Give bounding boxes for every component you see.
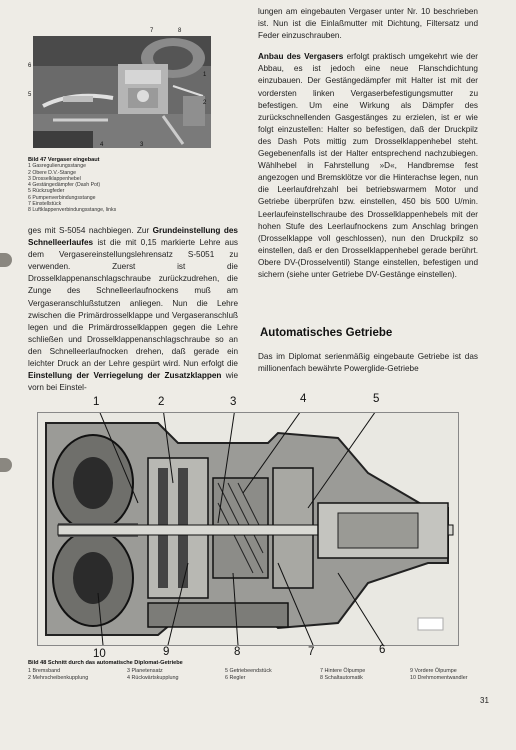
drawing-legend-col xyxy=(320,668,365,681)
carburetor-photo xyxy=(33,36,211,148)
photo-label-2: 2 xyxy=(203,100,207,106)
photo-caption-item: 5 Rückzugfeder xyxy=(28,188,65,195)
legend-item: 4 Rückwärtskupplung xyxy=(127,674,179,681)
right-paragraph-anbau xyxy=(258,51,478,281)
legend-item: 9 Vordere Ölpumpe xyxy=(410,668,457,674)
drawing-legend-col xyxy=(127,668,179,681)
transmission-cross-section xyxy=(37,412,459,646)
legend-item: 5 Getriebeendstück xyxy=(225,668,272,674)
left-text-bold: Grundeinstellung des Schnelleerlaufes xyxy=(28,226,238,248)
drawing-number: 3 xyxy=(230,396,237,408)
legend-item: 7 Hintere Ölpumpe xyxy=(320,668,366,674)
legend-item: 10 Drehmomentwandler xyxy=(410,674,468,681)
right-text-segment: erfolgt praktisch umgekehrt wie der Abbau, es ist jedoch eine neue Flanschdichtung einzubauen. Der Gestängedämpfer mit Halter ist mit der vordersten linken Vergaserbefestigungsmutter zu befestigen. Um eine Wirkung als Dämpfer des zurückschnellenden Gasgestänges zu erzielen, ist er wie folgt einzustellen: Halter so befestigen, daß der Druckpilz des Dash Pots mittig zum Drosselklappenhebel steht. Gegebenenfalls ist der Halter entsprechend nachzubiegen. Wählhebel in Fahrstellung »D«, Handbremse fest angezogen und Bremsklötze vor die Hinterachse legen, nun die Leerlaufdrehzahl bei betriebswarmem Motor und Getriebe überprüfen bzw. einstellen, 450 bis 500 U/min. Leerlaufeinstellschraube des Drosselklappenhebels mit der hohen Stufe des Leerlaufnockens zum Anschlag bringen (Drosselklappe voll geschlossen), nun den Druckpilz so einstellen, daß er den Drosselklappenhebel gerade berührt. Obere DV-(Drosselventil) Stange einstellen, befestigen und sichern (siehe unter Getriebe DV-Gestänge einstellen). xyxy=(258,52,479,279)
legend-item: 1 Bremsband xyxy=(28,668,61,674)
photo-caption-item: 8 Luftklappenverbindungsstange, links xyxy=(28,207,117,214)
drawing-number: 8 xyxy=(234,646,241,658)
photo-caption-item: 6 Pumpenverbindungsstange xyxy=(28,194,96,201)
right-paragraph: lungen am eingebauten Vergaser unter Nr. 10 beschrieben ist. Nun ist die Einlaßmutter mit Dichtung, Filtersatz und Feder einzuschrauben. xyxy=(258,7,478,41)
page-number: 31 xyxy=(480,696,489,705)
photo-caption-item: 1 Gasregulierungsstange xyxy=(28,163,86,170)
legend-item: 3 Planetensatz xyxy=(127,668,163,674)
legend-item: 8 Schaltautomatik xyxy=(320,674,363,681)
binder-hole-top xyxy=(0,253,12,267)
photo-label-1: 1 xyxy=(203,72,207,78)
drawing-caption-title: Bild 48 Schnitt durch das automatische Diplomat-Getriebe xyxy=(28,660,183,666)
photo-caption-item: 3 Drosselklappenhebel xyxy=(28,175,81,182)
left-text-segment: ges mit S-5054 nachbiegen. Zur xyxy=(28,226,153,235)
legend-item: 2 Mehrscheibenkupplung xyxy=(28,674,89,681)
section-heading-anbau: Anbau des Vergasers xyxy=(258,52,344,62)
left-column-text xyxy=(28,225,238,394)
photo-label-7: 7 xyxy=(150,28,154,34)
photo-label-8: 8 xyxy=(178,28,182,34)
photo-caption xyxy=(28,157,218,214)
photo-caption-title: Bild 47 Vergaser eingebaut xyxy=(28,157,100,163)
section-heading: Automatisches Getriebe xyxy=(260,327,393,339)
photo-label-3: 3 xyxy=(140,142,144,148)
drawing-number: 9 xyxy=(163,646,170,658)
drawing-number: 4 xyxy=(300,393,307,405)
legend-item: 6 Regler xyxy=(225,674,246,681)
drawing-number: 5 xyxy=(373,393,380,405)
right-column-text xyxy=(258,6,478,281)
photo-label-6: 6 xyxy=(28,63,32,69)
left-text-segment: ist die mit 0,15 markierte Lehre aus dem Vergasereinstellungslehrensatz S-5051 zu verwenden. Zuerst ist die Drosselklappenanschlagschraube zurückzudrehen, die Zunge des Schnelleerlaufnockens muß am Vergaseranschlußstutzen anliegen. Nun die Lehre zwischen die Primärdrosselklappe und Vergaseranschluß legen und die Primärdrosselklappen gegen die Lehre schließen und Drosselklappenanschlagschraube so an den Schnelleerlaufnocken drehen, daß gerade ein leichter Druck an der Lehre gespürt wird. Nun erfolgt die xyxy=(28,238,238,369)
drawing-number: 10 xyxy=(93,648,106,660)
drawing-legend-col xyxy=(28,668,88,681)
drawing-legend-col xyxy=(410,668,468,681)
binder-hole-bottom xyxy=(0,458,12,472)
photo-caption-item: 4 Gestängedämpfer (Dash Pot) xyxy=(28,182,101,189)
drawing-number: 6 xyxy=(379,644,386,656)
photo-label-4: 4 xyxy=(100,142,104,148)
photo-caption-item: 2 Obere D.V.-Stange xyxy=(28,169,76,176)
left-text-bold: Einstellung der Verriegelung der Zusatzklappen xyxy=(28,371,222,381)
photo-label-5: 5 xyxy=(28,92,32,98)
left-text-segment: wie vorn bei Einstel- xyxy=(28,371,239,393)
photo-caption-item: 7 Einstellstück xyxy=(28,201,62,208)
drawing-number: 7 xyxy=(308,646,315,658)
drawing-legend-col xyxy=(225,668,272,681)
intro-paragraph: Das im Diplomat serienmäßig eingebaute Getriebe ist das millionenfach bewährte Powerglide-Getriebe xyxy=(258,352,478,374)
drawing-number: 1 xyxy=(93,396,100,408)
drawing-number: 2 xyxy=(158,396,165,408)
